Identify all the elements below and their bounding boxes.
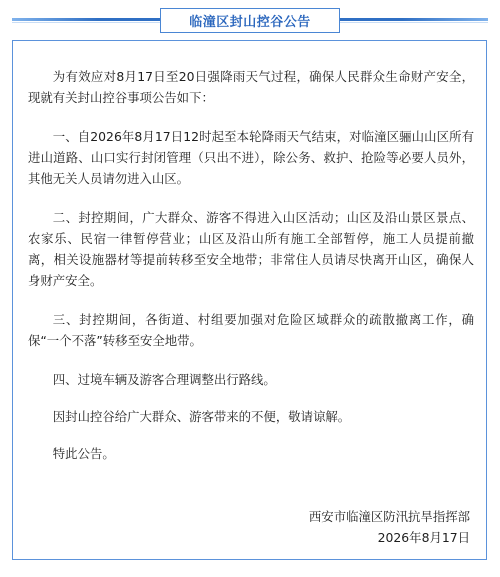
notice-intro: 为有效应对8月17日至20日强降雨天气过程，确保人民群众生命财产安全，现就有关封山控谷事项公告如下： bbox=[28, 69, 474, 105]
issue-date: 2026年8月17日 bbox=[377, 530, 470, 545]
notice-closing: 特此公告。 bbox=[52, 446, 115, 461]
title-banner bbox=[160, 8, 340, 33]
notice-item-1: 一、自2026年8月17日12时起至本轮降雨天气结束，对临潼区骊山山区所有进山道路、山口实行封闭管理（只出不进），除公务、救护、抢险等必要人员外，其他无关人员请勿进入山区。 bbox=[28, 129, 474, 186]
notice-body bbox=[28, 66, 474, 482]
notice-item-3: 三、封控期间，各街道、村组要加强对危险区域群众的疏散撤离工作，确保“一个不落”转移至安全地带。 bbox=[28, 312, 474, 348]
page-title: 临潼区封山控谷公告 bbox=[189, 15, 311, 30]
notice-item-4: 四、过境车辆及游客合理调整出行路线。 bbox=[52, 372, 276, 387]
issuer-name: 西安市临潼区防汛抗旱指挥部 bbox=[308, 509, 470, 524]
notice-item-2: 二、封控期间，广大群众、游客不得进入山区活动；山区及沿山景区景点、农家乐、民宿一律暂停营业；山区及沿山所有施工全部暂停，施工人员提前撤离，相关设施器材等提前转移至安全地带；非常住人员请尽快离开山区，确保人身财产安全。 bbox=[28, 210, 474, 288]
notice-signature bbox=[309, 506, 470, 548]
notice-apology: 因封山控谷给广大群众、游客带来的不便，敬请谅解。 bbox=[52, 409, 351, 424]
